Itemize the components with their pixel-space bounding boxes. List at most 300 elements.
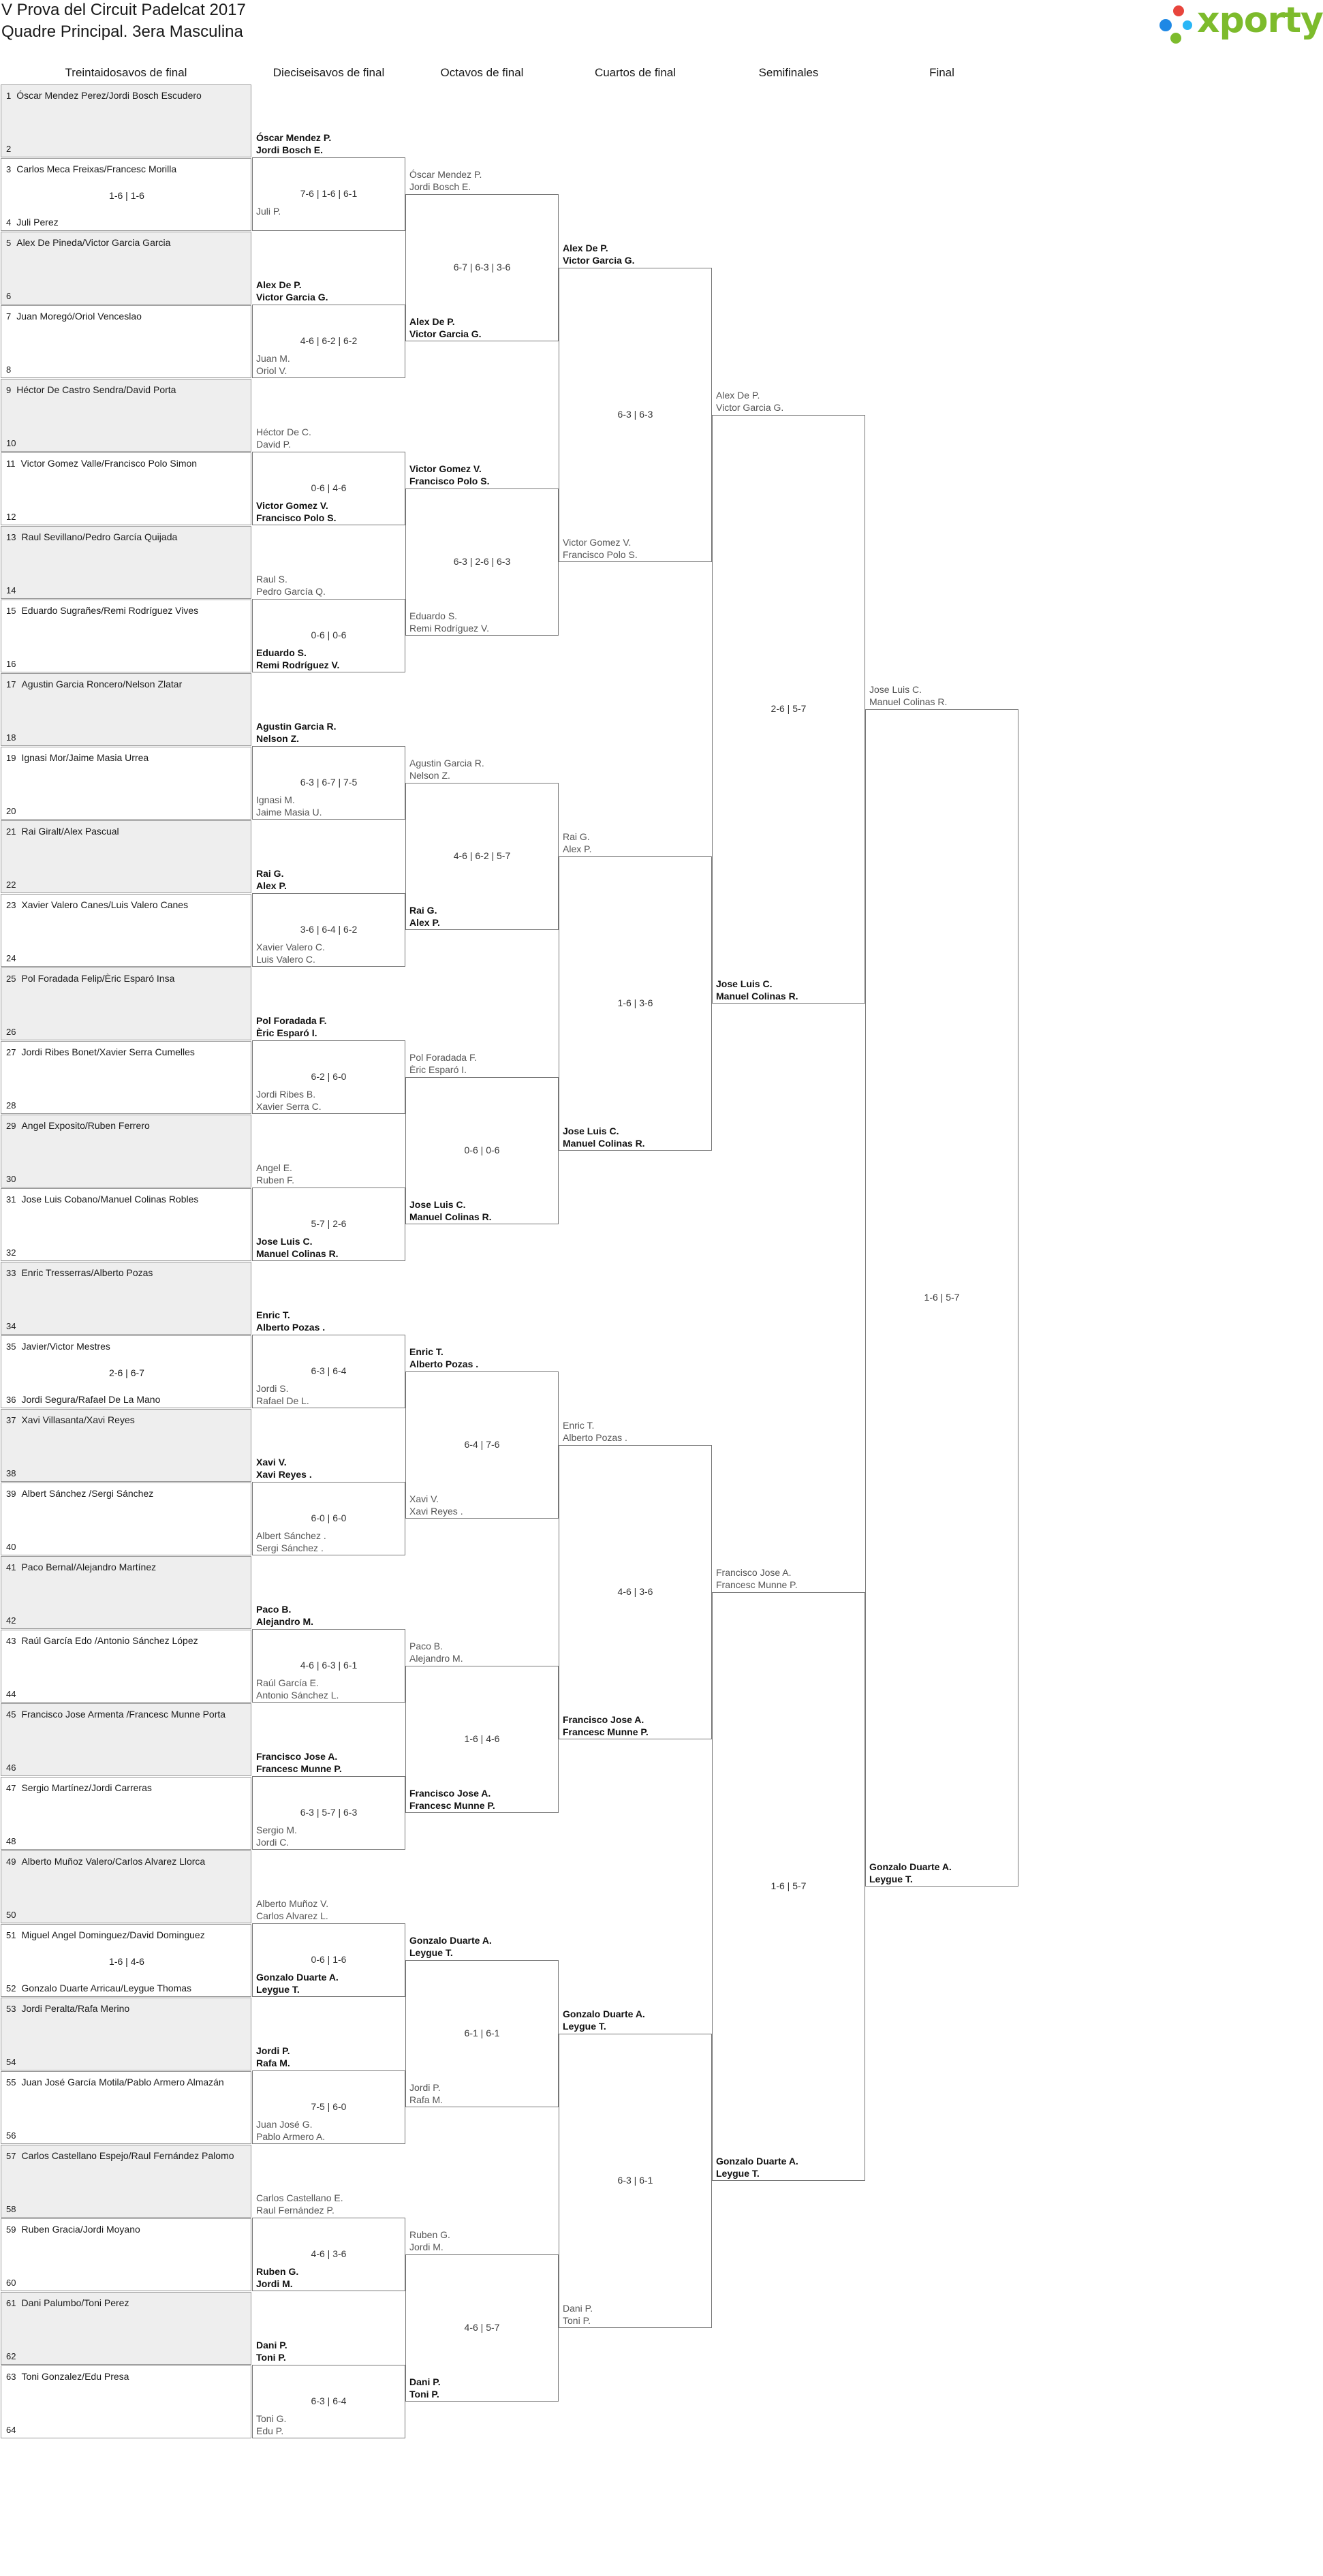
r32-team-bottom[interactable]: Victor Gomez V. Francisco Polo S. xyxy=(256,500,337,523)
team-b xyxy=(6,1247,251,1258)
header-r32: Dieciseisavos de final xyxy=(273,66,385,79)
team-name: Ignasi Mor/Jaime Masia Urrea xyxy=(21,752,149,763)
team-name: Albert Sánchez /Sergi Sánchez xyxy=(21,1488,154,1499)
r32-team-bottom[interactable]: Ruben G. Jordi M. xyxy=(256,2266,299,2289)
team-a xyxy=(6,1120,251,1131)
team-a xyxy=(6,1488,251,1499)
qf-team-top[interactable]: Rai G. Alex P. xyxy=(563,831,592,854)
r32-score: 4-6 | 3-6 xyxy=(311,2248,347,2259)
team-name: Juli Perez xyxy=(16,217,59,228)
seed-number: 23 xyxy=(6,900,16,910)
team-a xyxy=(6,1635,251,1646)
team-a xyxy=(6,679,251,689)
team-a xyxy=(6,1194,251,1205)
team-name: Juan Moregó/Oriol Venceslao xyxy=(16,311,142,322)
team-name: Carlos Meca Freixas/Francesc Morilla xyxy=(16,164,177,174)
header-final: Final xyxy=(929,66,954,79)
seed-number: 16 xyxy=(6,659,16,669)
team-b xyxy=(6,2350,251,2361)
team-a xyxy=(6,1562,251,1572)
header-sf: Semifinales xyxy=(758,66,819,79)
r16-team-bottom[interactable]: Alex De P. Victor Garcia G. xyxy=(409,316,482,339)
r16-team-top[interactable]: Paco B. Alejandro M. xyxy=(409,1641,463,1664)
team-a xyxy=(6,164,251,174)
r64-match[interactable] xyxy=(1,1630,251,1703)
team-b xyxy=(6,1394,251,1405)
team-a xyxy=(6,2371,251,2382)
r16-team-bottom[interactable]: Francisco Jose A. Francesc Munne P. xyxy=(409,1788,495,1811)
r32-score: 7-5 | 6-0 xyxy=(311,2101,347,2112)
r64-match[interactable] xyxy=(1,1335,251,1408)
r32-team-bottom[interactable]: Juli P. xyxy=(256,206,281,217)
r64-match[interactable] xyxy=(1,2218,251,2291)
team-name: Sergio Martínez/Jordi Carreras xyxy=(21,1782,152,1793)
r32-team-bottom[interactable]: Albert Sánchez . Sergi Sánchez . xyxy=(256,1530,326,1553)
qf-team-top[interactable]: Gonzalo Duarte A. Leygue T. xyxy=(563,2008,645,2032)
r16-score: 1-6 | 4-6 xyxy=(464,1733,500,1744)
r32-score: 6-3 | 5-7 | 6-3 xyxy=(300,1807,358,1818)
seed-number: 6 xyxy=(6,291,12,301)
seed-number: 26 xyxy=(6,1027,16,1037)
r32-team-top[interactable]: Rai G. Alex P. xyxy=(256,868,287,891)
team-b xyxy=(6,585,251,595)
seed-number: 8 xyxy=(6,364,12,375)
r64-match[interactable] xyxy=(1,1703,251,1776)
team-name: Victor Gomez Valle/Francisco Polo Simon xyxy=(20,458,198,469)
r16-score: 4-6 | 5-7 xyxy=(464,2322,500,2333)
r64-match[interactable] xyxy=(1,747,251,820)
seed-number: 48 xyxy=(6,1836,16,1846)
seed-number: 55 xyxy=(6,2077,16,2088)
team-a xyxy=(6,1709,251,1720)
team-b xyxy=(6,217,251,228)
team-a xyxy=(6,899,251,910)
r32-team-bottom[interactable]: Raúl García E. Antonio Sánchez L. xyxy=(256,1677,339,1701)
seed-number: 7 xyxy=(6,311,12,322)
team-a xyxy=(6,1782,251,1793)
team-b xyxy=(6,2130,251,2141)
match-score: 1-6 | 4-6 xyxy=(109,1956,144,1967)
r32-team-bottom[interactable]: Ignasi M. Jaime Masia U. xyxy=(256,794,322,818)
seed-number: 45 xyxy=(6,1709,16,1720)
team-b xyxy=(6,2056,251,2067)
team-name: Héctor De Castro Sendra/David Porta xyxy=(16,384,176,395)
team-a xyxy=(6,1046,251,1057)
seed-number: 40 xyxy=(6,1542,16,1552)
seed-number: 51 xyxy=(6,1930,16,1940)
qf-team-bottom[interactable]: Jose Luis C. Manuel Colinas R. xyxy=(563,1126,645,1149)
team-name: Pol Foradada Felip/Èric Esparó Insa xyxy=(21,973,175,984)
r16-team-bottom[interactable]: Jordi P. Rafa M. xyxy=(409,2082,443,2105)
r32-team-top[interactable]: Alberto Muñoz V. Carlos Alvarez L. xyxy=(256,1898,329,1921)
team-name: Jordi Peralta/Rafa Merino xyxy=(21,2003,130,2014)
seed-number: 20 xyxy=(6,806,16,816)
team-name: Alberto Muñoz Valero/Carlos Alvarez Llorca xyxy=(21,1856,206,1867)
seed-number: 21 xyxy=(6,826,16,837)
team-name: Angel Exposito/Ruben Ferrero xyxy=(21,1120,150,1131)
r16-score: 6-1 | 6-1 xyxy=(464,2028,500,2038)
r64-match[interactable] xyxy=(1,1115,251,1188)
r64-match[interactable] xyxy=(1,1777,251,1850)
seed-number: 12 xyxy=(6,512,16,522)
sf-score: 2-6 | 5-7 xyxy=(771,703,807,714)
r32-score: 0-6 | 1-6 xyxy=(311,1954,347,1965)
r32-score: 4-6 | 6-2 | 6-2 xyxy=(300,335,358,346)
seed-number: 43 xyxy=(6,1636,16,1646)
seed-number: 29 xyxy=(6,1121,16,1131)
team-a xyxy=(6,2003,251,2014)
team-b xyxy=(6,2203,251,2214)
r32-score: 6-3 | 6-4 xyxy=(311,1365,347,1376)
r16-team-bottom[interactable]: Xavi V. Xavi Reyes . xyxy=(409,1493,463,1517)
seed-number: 38 xyxy=(6,1468,16,1478)
seed-number: 31 xyxy=(6,1194,16,1205)
tournament-title: V Prova del Circuit Padelcat 2017 xyxy=(1,1,246,19)
r64-match[interactable] xyxy=(1,2071,251,2144)
r32-team-top[interactable]: Xavi V. Xavi Reyes . xyxy=(256,1457,312,1480)
qf-score: 4-6 | 3-6 xyxy=(617,1586,653,1597)
header-r64: Treintaidosavos de final xyxy=(65,66,187,79)
seed-number: 14 xyxy=(6,585,16,595)
r32-team-bottom[interactable]: Jordi S. Rafael De L. xyxy=(256,1383,309,1406)
seed-number: 9 xyxy=(6,385,12,395)
team-a xyxy=(6,458,251,469)
team-b xyxy=(6,1320,251,1331)
r64-match[interactable] xyxy=(1,1556,251,1629)
team-name: Alex De Pineda/Victor Garcia Garcia xyxy=(16,237,171,248)
team-b xyxy=(6,879,251,890)
r32-team-bottom[interactable]: Jordi Ribes B. Xavier Serra C. xyxy=(256,1089,322,1112)
qf-team-bottom[interactable]: Victor Gomez V. Francisco Polo S. xyxy=(563,537,638,560)
team-b xyxy=(6,1983,251,1993)
r32-team-bottom[interactable]: Sergio M. Jordi C. xyxy=(256,1825,297,1848)
r32-team-top[interactable]: Alex De P. Victor Garcia G. xyxy=(256,279,328,302)
r64-match[interactable] xyxy=(1,1262,251,1335)
team-a xyxy=(6,605,251,616)
xporty-logo xyxy=(1158,0,1323,48)
r32-team-top[interactable]: Héctor De C. David P. xyxy=(256,426,311,450)
team-b xyxy=(6,1688,251,1699)
qf-team-top[interactable]: Enric T. Alberto Pozas . xyxy=(563,1420,627,1443)
team-name: Enric Tresserras/Alberto Pozas xyxy=(21,1267,153,1278)
r64-match[interactable] xyxy=(1,2145,251,2218)
r64-match[interactable] xyxy=(1,673,251,746)
seed-number: 60 xyxy=(6,2278,16,2288)
r32-score: 0-6 | 4-6 xyxy=(311,482,347,493)
team-b xyxy=(6,1762,251,1773)
final-team-bottom[interactable]: Gonzalo Duarte A. Leygue T. xyxy=(869,1861,952,1884)
r64-match[interactable] xyxy=(1,600,251,672)
r32-team-bottom[interactable]: Gonzalo Duarte A. Leygue T. xyxy=(256,1972,339,1995)
seed-number: 42 xyxy=(6,1615,16,1626)
team-a xyxy=(6,1856,251,1867)
r64-match[interactable] xyxy=(1,84,251,157)
r64-match[interactable] xyxy=(1,1188,251,1261)
seed-number: 46 xyxy=(6,1763,16,1773)
logo-dot-red-icon xyxy=(1173,5,1184,16)
r16-score: 6-3 | 2-6 | 6-3 xyxy=(453,556,511,567)
r64-match[interactable] xyxy=(1,526,251,599)
qf-score: 1-6 | 3-6 xyxy=(617,997,653,1008)
r16-score: 6-4 | 7-6 xyxy=(464,1439,500,1450)
team-a xyxy=(6,311,251,322)
team-a xyxy=(6,752,251,763)
team-name: Gonzalo Duarte Arricau/Leygue Thomas xyxy=(21,1983,192,1993)
r32-score: 7-6 | 1-6 | 6-1 xyxy=(300,188,358,199)
seed-number: 34 xyxy=(6,1321,16,1331)
r32-score: 5-7 | 2-6 xyxy=(311,1218,347,1229)
seed-number: 58 xyxy=(6,2204,16,2214)
seed-number: 56 xyxy=(6,2130,16,2141)
team-a xyxy=(6,826,251,837)
r64-match[interactable] xyxy=(1,1483,251,1555)
team-a xyxy=(6,2150,251,2161)
team-name: Dani Palumbo/Toni Perez xyxy=(21,2297,129,2308)
r64-match[interactable] xyxy=(1,967,251,1040)
team-b xyxy=(6,437,251,448)
team-a xyxy=(6,1414,251,1425)
match-score: 2-6 | 6-7 xyxy=(109,1367,144,1378)
team-b xyxy=(6,2424,251,2435)
seed-number: 36 xyxy=(6,1395,16,1405)
team-name: Javier/Victor Mestres xyxy=(21,1341,110,1352)
seed-number: 15 xyxy=(6,606,16,616)
team-b xyxy=(6,805,251,816)
team-a xyxy=(6,1267,251,1278)
r32-team-bottom[interactable]: Jose Luis C. Manuel Colinas R. xyxy=(256,1236,339,1259)
seed-number: 2 xyxy=(6,144,12,154)
r16-team-top[interactable]: Enric T. Alberto Pozas . xyxy=(409,1346,479,1369)
team-b xyxy=(6,952,251,963)
r64-match[interactable] xyxy=(1,1041,251,1114)
team-b xyxy=(6,1835,251,1846)
team-a xyxy=(6,90,251,101)
seed-number: 27 xyxy=(6,1047,16,1057)
qf-team-bottom[interactable]: Francisco Jose A. Francesc Munne P. xyxy=(563,1714,649,1737)
seed-number: 1 xyxy=(6,91,12,101)
r32-team-bottom[interactable]: Toni G. Edu P. xyxy=(256,2413,287,2436)
sf-team-top[interactable]: Francisco Jose A. Francesc Munne P. xyxy=(716,1567,798,1590)
r16-team-top[interactable]: Óscar Mendez P. Jordi Bosch E. xyxy=(409,169,482,192)
seed-number: 61 xyxy=(6,2298,16,2308)
seed-number: 37 xyxy=(6,1415,16,1425)
team-name: Francisco Jose Armenta /Francesc Munne Porta xyxy=(21,1709,226,1720)
r16-team-top[interactable]: Ruben G. Jordi M. xyxy=(409,2229,450,2252)
team-b xyxy=(6,364,251,375)
qf-team-top[interactable]: Alex De P. Victor Garcia G. xyxy=(563,243,635,266)
qf-team-bottom[interactable]: Dani P. Toni P. xyxy=(563,2303,593,2326)
r64-match[interactable] xyxy=(1,379,251,452)
seed-number: 47 xyxy=(6,1783,16,1793)
seed-number: 4 xyxy=(6,217,12,228)
team-a xyxy=(6,237,251,248)
team-name: Toni Gonzalez/Edu Presa xyxy=(21,2371,129,2382)
seed-number: 35 xyxy=(6,1341,16,1352)
seed-number: 62 xyxy=(6,2351,16,2361)
seed-number: 50 xyxy=(6,1910,16,1920)
header-qf: Cuartos de final xyxy=(594,66,676,79)
r32-team-top[interactable]: Paco B. Alejandro M. xyxy=(256,1604,314,1627)
r32-team-top[interactable]: Dani P. Toni P. xyxy=(256,2340,287,2363)
logo-dot-cyan-icon xyxy=(1183,20,1192,30)
r32-team-top[interactable]: Francisco Jose A. Francesc Munne P. xyxy=(256,1751,342,1774)
r64-match[interactable] xyxy=(1,305,251,378)
final-team-top[interactable]: Jose Luis C. Manuel Colinas R. xyxy=(869,684,948,707)
team-name: Raúl García Edo /Antonio Sánchez López xyxy=(21,1635,198,1646)
r32-team-bottom[interactable]: Juan M. Oriol V. xyxy=(256,353,290,376)
r64-match[interactable] xyxy=(1,1924,251,1997)
team-name: Jose Luis Cobano/Manuel Colinas Robles xyxy=(21,1194,199,1205)
r16-team-top[interactable]: Pol Foradada F. Èric Esparó I. xyxy=(409,1052,477,1075)
seed-number: 39 xyxy=(6,1489,16,1499)
r16-team-bottom[interactable]: Eduardo S. Remi Rodríguez V. xyxy=(409,610,489,634)
r32-score: 4-6 | 6-3 | 6-1 xyxy=(300,1660,358,1671)
seed-number: 17 xyxy=(6,679,16,689)
team-b xyxy=(6,1909,251,1920)
team-a xyxy=(6,384,251,395)
seed-number: 63 xyxy=(6,2372,16,2382)
team-name: Jordi Segura/Rafael De La Mano xyxy=(21,1394,161,1405)
r32-team-top[interactable]: Angel E. Ruben F. xyxy=(256,1162,295,1185)
seed-number: 49 xyxy=(6,1857,16,1867)
seed-number: 59 xyxy=(6,2224,16,2235)
seed-number: 41 xyxy=(6,1562,16,1572)
team-a xyxy=(6,2077,251,2088)
r32-score: 3-6 | 6-4 | 6-2 xyxy=(300,924,358,935)
team-b xyxy=(6,1100,251,1111)
seed-number: 3 xyxy=(6,164,12,174)
r32-team-bottom[interactable]: Xavier Valero C. Luis Valero C. xyxy=(256,942,325,965)
r32-team-top[interactable]: Óscar Mendez P. Jordi Bosch E. xyxy=(256,132,332,155)
team-b xyxy=(6,511,251,522)
team-b xyxy=(6,2277,251,2288)
team-a xyxy=(6,2224,251,2235)
logo-wordmark: xporty xyxy=(1197,0,1323,41)
seed-number: 22 xyxy=(6,880,16,890)
team-name: Raul Sevillano/Pedro García Quijada xyxy=(21,531,178,542)
team-b xyxy=(6,732,251,743)
team-name: Miguel Angel Dominguez/David Dominguez xyxy=(21,1929,205,1940)
seed-number: 53 xyxy=(6,2004,16,2014)
r16-score: 4-6 | 6-2 | 5-7 xyxy=(453,850,511,861)
r32-team-bottom[interactable]: Eduardo S. Remi Rodríguez V. xyxy=(256,647,340,670)
r64-match[interactable] xyxy=(1,1409,251,1482)
team-name: Ruben Gracia/Jordi Moyano xyxy=(21,2224,140,2235)
r32-team-top[interactable]: Agustin Garcia R. Nelson Z. xyxy=(256,721,337,744)
r32-score: 6-3 | 6-4 xyxy=(311,2395,347,2406)
seed-number: 18 xyxy=(6,732,16,743)
seed-number: 32 xyxy=(6,1247,16,1258)
seed-number: 28 xyxy=(6,1100,16,1111)
r64-match[interactable] xyxy=(1,1850,251,1923)
r32-score: 6-3 | 6-7 | 7-5 xyxy=(300,777,358,788)
seed-number: 57 xyxy=(6,2151,16,2161)
r16-team-top[interactable]: Gonzalo Duarte A. Leygue T. xyxy=(409,1935,492,1958)
team-a xyxy=(6,531,251,542)
r16-team-top[interactable]: Victor Gomez V. Francisco Polo S. xyxy=(409,463,490,486)
team-b xyxy=(6,143,251,154)
r16-team-bottom[interactable]: Dani P. Toni P. xyxy=(409,2376,441,2400)
r16-score: 6-7 | 6-3 | 3-6 xyxy=(453,262,511,273)
team-name: Juan José García Motila/Pablo Armero Almazán xyxy=(21,2077,224,2088)
r64-match[interactable] xyxy=(1,2365,251,2438)
r64-match[interactable] xyxy=(1,2292,251,2365)
team-b xyxy=(6,1026,251,1037)
team-a xyxy=(6,2297,251,2308)
seed-number: 52 xyxy=(6,1983,16,1993)
seed-number: 19 xyxy=(6,753,16,763)
logo-dot-blue-icon xyxy=(1159,19,1172,31)
r32-score: 0-6 | 0-6 xyxy=(311,630,347,640)
seed-number: 30 xyxy=(6,1174,16,1184)
team-name: Agustin Garcia Roncero/Nelson Zlatar xyxy=(21,679,183,689)
r32-team-top[interactable]: Carlos Castellano E. Raul Fernández P. xyxy=(256,2192,343,2216)
seed-number: 5 xyxy=(6,238,12,248)
r64-match[interactable] xyxy=(1,452,251,525)
r32-score: 6-2 | 6-0 xyxy=(311,1071,347,1082)
team-name: Óscar Mendez Perez/Jordi Bosch Escudero xyxy=(16,90,202,101)
r64-match[interactable] xyxy=(1,894,251,967)
seed-number: 13 xyxy=(6,532,16,542)
seed-number: 24 xyxy=(6,953,16,963)
r64-match[interactable] xyxy=(1,1998,251,2070)
seed-number: 33 xyxy=(6,1268,16,1278)
team-a xyxy=(6,973,251,984)
r64-match[interactable] xyxy=(1,158,251,231)
team-name: Eduardo Sugrañes/Remi Rodríguez Vives xyxy=(21,605,199,616)
team-b xyxy=(6,1173,251,1184)
seed-number: 10 xyxy=(6,438,16,448)
seed-number: 54 xyxy=(6,2057,16,2067)
final-score: 1-6 | 5-7 xyxy=(924,1292,960,1303)
r16-score: 0-6 | 0-6 xyxy=(464,1145,500,1155)
team-b xyxy=(6,658,251,669)
r32-team-top[interactable]: Pol Foradada F. Èric Esparó I. xyxy=(256,1015,327,1038)
team-name: Paco Bernal/Alejandro Martínez xyxy=(21,1562,157,1572)
r32-team-top[interactable]: Raul S. Pedro García Q. xyxy=(256,574,326,597)
sf-team-bottom[interactable]: Jose Luis C. Manuel Colinas R. xyxy=(716,978,798,1002)
team-b xyxy=(6,1468,251,1478)
seed-number: 44 xyxy=(6,1689,16,1699)
team-b xyxy=(6,1541,251,1552)
qf-score: 6-3 | 6-3 xyxy=(617,409,653,420)
team-a xyxy=(6,1341,251,1352)
team-name: Xavi Villasanta/Xavi Reyes xyxy=(21,1414,135,1425)
team-name: Carlos Castellano Espejo/Raul Fernández Palomo xyxy=(21,2150,234,2161)
team-b xyxy=(6,290,251,301)
header-r16: Octavos de final xyxy=(440,66,524,79)
r16-team-bottom[interactable]: Jose Luis C. Manuel Colinas R. xyxy=(409,1199,492,1222)
team-name: Jordi Ribes Bonet/Xavier Serra Cumelles xyxy=(21,1046,195,1057)
team-name: Rai Giralt/Alex Pascual xyxy=(21,826,119,837)
r64-match[interactable] xyxy=(1,820,251,893)
sf-score: 1-6 | 5-7 xyxy=(771,1880,807,1891)
r64-match[interactable] xyxy=(1,232,251,305)
r16-team-top[interactable]: Agustin Garcia R. Nelson Z. xyxy=(409,758,484,781)
r16-team-bottom[interactable]: Rai G. Alex P. xyxy=(409,905,440,928)
r32-team-bottom[interactable]: Juan José G. Pablo Armero A. xyxy=(256,2119,326,2142)
logo-dot-green-icon xyxy=(1170,33,1181,44)
sf-team-bottom[interactable]: Gonzalo Duarte A. Leygue T. xyxy=(716,2156,798,2179)
match-score: 1-6 | 1-6 xyxy=(109,190,144,201)
draw-subtitle: Quadre Principal. 3era Masculina xyxy=(1,22,243,41)
sf-team-top[interactable]: Alex De P. Victor Garcia G. xyxy=(716,390,784,413)
r32-team-top[interactable]: Jordi P. Rafa M. xyxy=(256,2045,290,2068)
qf-score: 6-3 | 6-1 xyxy=(617,2175,653,2186)
team-b xyxy=(6,1615,251,1626)
seed-number: 11 xyxy=(6,459,16,469)
r32-team-top[interactable]: Enric T. Alberto Pozas . xyxy=(256,1309,326,1333)
